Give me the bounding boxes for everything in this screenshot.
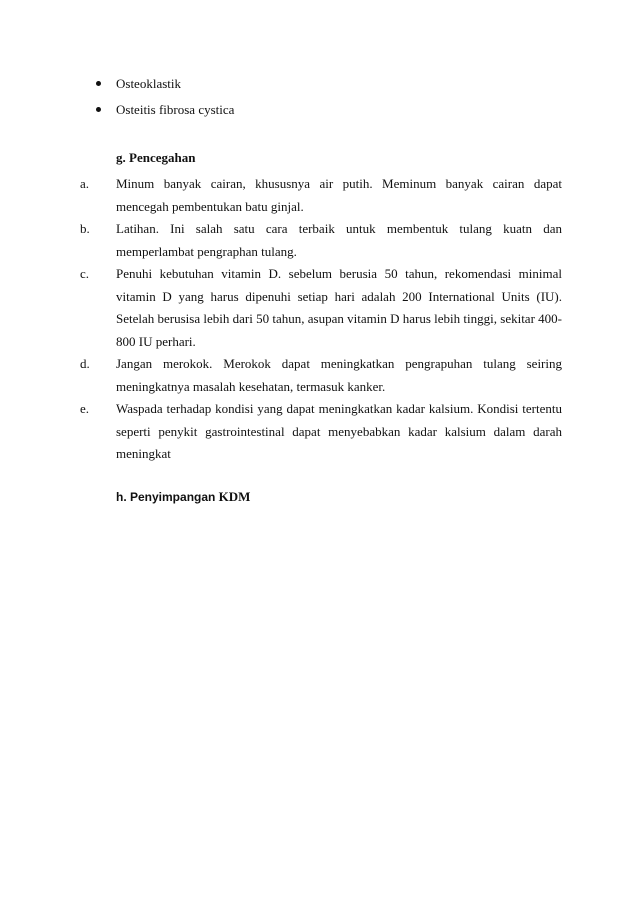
list-item-letter: c. xyxy=(80,266,90,281)
bullet-text: Osteitis fibrosa cystica xyxy=(116,102,235,117)
bullet-item xyxy=(96,74,556,100)
list-item xyxy=(80,398,562,466)
bullet-item xyxy=(96,100,556,126)
section-heading-penyimpangan xyxy=(116,487,250,507)
section-heading-title: KDM xyxy=(218,489,251,504)
prevention-list xyxy=(80,173,562,466)
list-item xyxy=(80,173,562,218)
list-item-text: Jangan merokok. Merokok dapat meningkatkan pengrapuhan tulang seiring meningkatnya masalah kesehatan, termasuk kanker. xyxy=(116,356,562,394)
list-item xyxy=(80,353,562,398)
list-item xyxy=(80,263,562,353)
list-item-text: Minum banyak cairan, khususnya air putih. Meminum banyak cairan dapat mencegah pembentukan batu ginjal. xyxy=(116,176,562,214)
list-item-letter: b. xyxy=(80,221,90,236)
list-item-letter: d. xyxy=(80,356,90,371)
list-item-text: Penuhi kebutuhan vitamin D. sebelum berusia 50 tahun, rekomendasi minimal vitamin D yang harus dipenuhi setiap hari adalah 200 International Units (IU). Setelah berusisa lebih dari 50 tahun, asupan vitamin D harus lebih tinggi, sekitar 400-800 IU perhari. xyxy=(116,266,562,349)
bullet-text: Osteoklastik xyxy=(116,76,181,91)
section-heading-label: h. Penyimpangan xyxy=(116,490,216,504)
bullet-icon xyxy=(96,81,101,86)
list-item-text: Waspada terhadap kondisi yang dapat meningkatkan kadar kalsium. Kondisi tertentu seperti penykit gastrointestinal dapat menyebabkan kadar kalsium dalam darah meningkat xyxy=(116,401,562,461)
list-item-text: Latihan. Ini salah satu cara terbaik untuk membentuk tulang kuatn dan memperlambat pengraphan tulang. xyxy=(116,221,562,259)
list-item xyxy=(80,218,562,263)
section-heading-pencegahan: g. Pencegahan xyxy=(116,150,196,165)
bullet-icon xyxy=(96,107,101,112)
bullet-list xyxy=(96,74,556,126)
list-item-letter: e. xyxy=(80,401,90,416)
list-item-letter: a. xyxy=(80,176,90,191)
